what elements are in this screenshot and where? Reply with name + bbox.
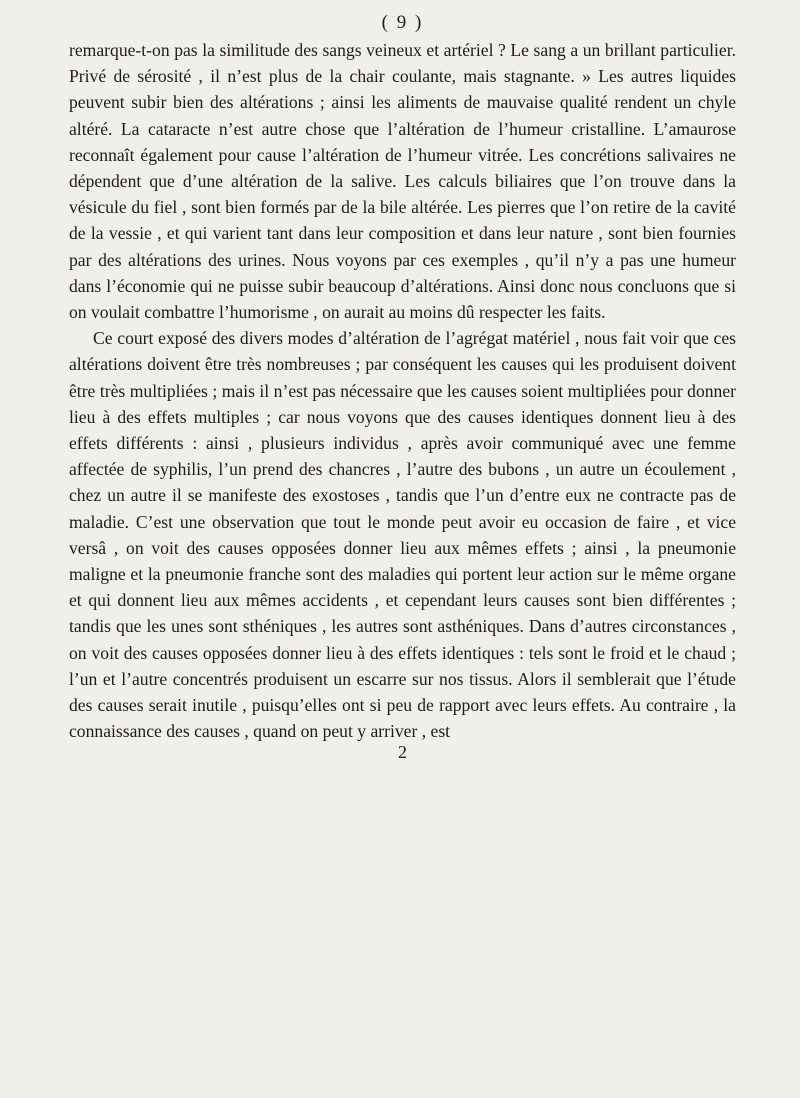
- paragraph-1: remarque-t-on pas la similitude des sangs veineux et artériel ? Le sang a un brillant particulier. Privé de sérosité , il n’est plus de la chair coulante, mais stagnante. » Les autres liquides peuvent subir bien des altérations ; ainsi les aliments de mauvaise qualité rendent un chyle altéré. La cataracte n’est autre chose que l’altération de l’humeur cristalline. L’amaurose reconnaît également pour cause l’altération de l’humeur vitrée. Les concrétions salivaires ne dépendent que d’une altération de la salive. Les calculs biliaires que l’on trouve dans la vésicule du fiel , sont bien formés par de la bile altérée. Les pierres que l’on retire de la cavité de la vessie , et qui varient tant dans leur composition et dans leur nature , sont bien fournies par des altérations des urines. Nous voyons par ces exemples , qu’il n’y a pas une humeur dans l’économie qui ne puisse subir beaucoup d’altérations. Ainsi donc nous concluons que si on voulait combattre l’humorisme , on aurait au moins dû respecter les faits.: [69, 40, 736, 323]
- signature-mark: 2: [398, 742, 407, 763]
- paragraph-2: Ce court exposé des divers modes d’altération de l’agrégat matériel , nous fait voir que ces altérations doivent être très nombreuses ; par conséquent les causes qui les produisent doivent être très multipliées ; mais il n’est pas nécessaire que les causes soient multipliées pour donner lieu à des effets multiples ; car nous voyons que des causes identiques donnent lieu à des effets différents : ainsi , plusieurs individus , après avoir communiqué avec une femme affectée de syphilis, l’un prend des chancres , l’autre des bubons , un autre un écoulement , chez un autre il se manifeste des exostoses , tandis que l’un d’entre eux ne contracte pas de maladie. C’est une observation que tout le monde peut avoir eu occasion de faire , et vice versâ , on voit des causes opposées donner lieu aux mêmes effets ; ainsi , la pneumonie maligne et la pneumonie franche sont des maladies qui portent leur action sur le même organe et qui donnent lieu aux mêmes accidents , et cependant leurs causes sont bien différentes ; tandis que les unes sont sthéniques , les autres sont asthéniques. Dans d’autres circonstances , on voit des causes opposées donner lieu à des effets identiques : tels sont le froid et le chaud ; l’un et l’autre concentrés produisent un escarre sur nos tissus. Alors il semblerait que l’étude des causes serait inutile , puisqu’elles ont si peu de rapport avec leurs effets. Au contraire , la connaissance des causes , quand on peut y arriver , est: [69, 328, 736, 742]
- page-number: ( 9 ): [381, 12, 424, 33]
- body-text: [69, 37, 736, 744]
